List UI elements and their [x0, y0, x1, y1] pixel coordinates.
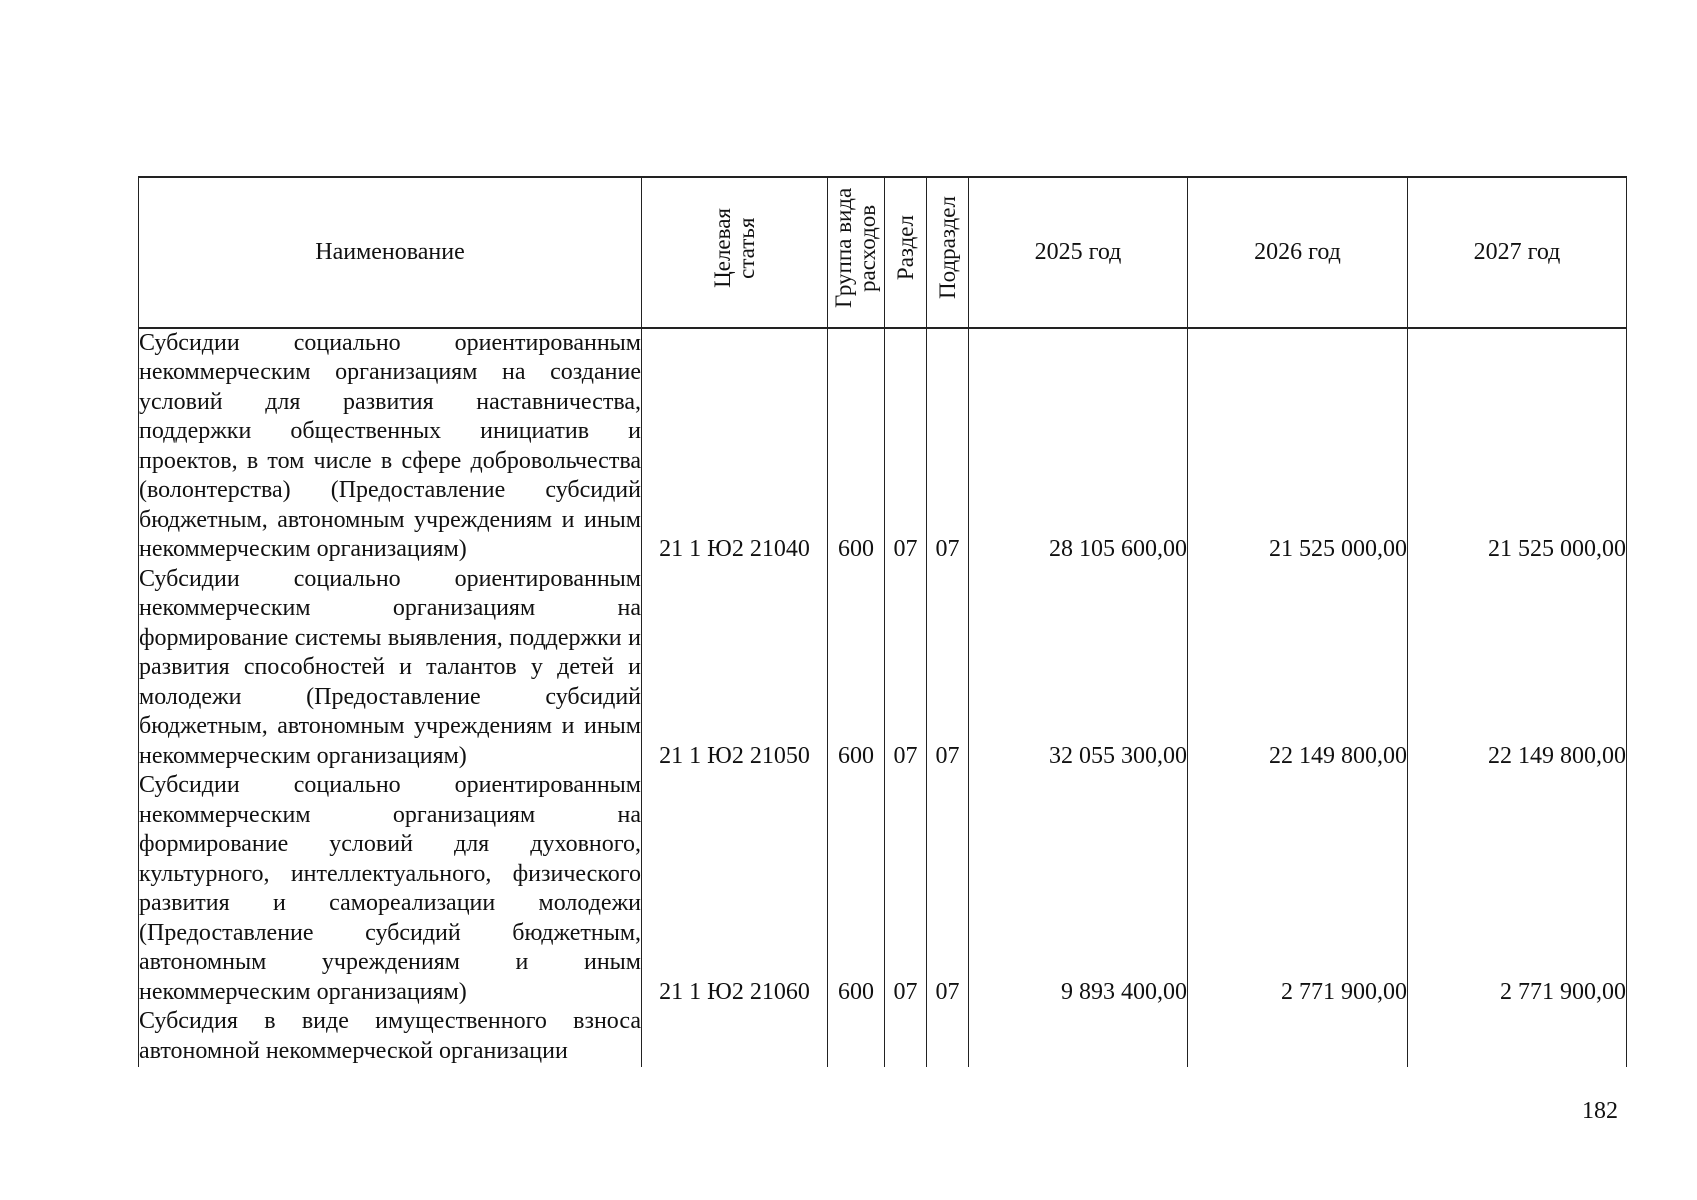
row-amount-2026	[1188, 1007, 1408, 1067]
header-expense-group-text: Группа вида расходов	[831, 187, 880, 309]
table-header-row	[139, 177, 1627, 328]
table-row	[139, 771, 1627, 1007]
row-section	[885, 1007, 927, 1067]
row-section: 07	[885, 565, 927, 772]
header-target-article	[642, 177, 828, 328]
row-amount-2027: 2 771 900,00	[1408, 771, 1627, 1007]
header-name: Наименование	[139, 177, 642, 328]
row-amount-2027: 22 149 800,00	[1408, 565, 1627, 772]
header-target-article-text: Целевая статья	[709, 208, 759, 288]
header-expense-group	[828, 177, 885, 328]
row-target-article	[642, 1007, 828, 1067]
header-2027: 2027 год	[1408, 177, 1627, 328]
row-section: 07	[885, 771, 927, 1007]
row-amount-2025: 32 055 300,00	[969, 565, 1188, 772]
row-section: 07	[885, 328, 927, 565]
row-name: Субсидии социально ориентированным некоммерческим организациям на создание условий для развития наставничества, поддержки общественных инициатив и проектов, в том числе в сфере добровольчества (волонтерства) (Предоставление субсидий бюджетным, автономным учреждениям и иным некоммерческим организациям)	[139, 328, 642, 565]
header-subsection	[927, 177, 969, 328]
row-name: Субсидии социально ориентированным некоммерческим организациям на формирование системы выявления, поддержки и развития способностей и талантов у детей и молодежи (Предоставление субсидий бюджетным, автономным учреждениям и иным некоммерческим организациям)	[139, 565, 642, 772]
row-target-article: 21 1 Ю2 21060	[642, 771, 828, 1007]
budget-table	[138, 176, 1627, 1067]
row-amount-2025	[969, 1007, 1188, 1067]
row-amount-2027	[1408, 1007, 1627, 1067]
row-subsection: 07	[927, 328, 969, 565]
header-section-text: Раздел	[892, 215, 918, 281]
row-name: Субсидия в виде имущественного взноса автономной некоммерческой организации	[139, 1007, 642, 1067]
row-subsection: 07	[927, 565, 969, 772]
header-2025: 2025 год	[969, 177, 1188, 328]
row-amount-2026: 22 149 800,00	[1188, 565, 1408, 772]
header-section	[885, 177, 927, 328]
row-name: Субсидии социально ориентированным некоммерческим организациям на формирование условий для духовного, культурного, интеллектуального, физического развития и самореализации молодежи (Предоставление субсидий бюджетным, автономным учреждениям и иным некоммерческим организациям)	[139, 771, 642, 1007]
table-row	[139, 565, 1627, 772]
row-amount-2027: 21 525 000,00	[1408, 328, 1627, 565]
row-amount-2025: 9 893 400,00	[969, 771, 1188, 1007]
row-target-article: 21 1 Ю2 21050	[642, 565, 828, 772]
page-number: 182	[1582, 1098, 1618, 1124]
row-expense-group: 600	[828, 771, 885, 1007]
row-subsection: 07	[927, 771, 969, 1007]
row-target-article: 21 1 Ю2 21040	[642, 328, 828, 565]
row-subsection	[927, 1007, 969, 1067]
row-amount-2025: 28 105 600,00	[969, 328, 1188, 565]
table-row	[139, 328, 1627, 565]
row-expense-group: 600	[828, 565, 885, 772]
header-2026: 2026 год	[1188, 177, 1408, 328]
row-amount-2026: 21 525 000,00	[1188, 328, 1408, 565]
row-expense-group	[828, 1007, 885, 1067]
header-subsection-text: Подраздел	[934, 196, 960, 300]
table-row	[139, 1007, 1627, 1067]
row-amount-2026: 2 771 900,00	[1188, 771, 1408, 1007]
row-expense-group: 600	[828, 328, 885, 565]
